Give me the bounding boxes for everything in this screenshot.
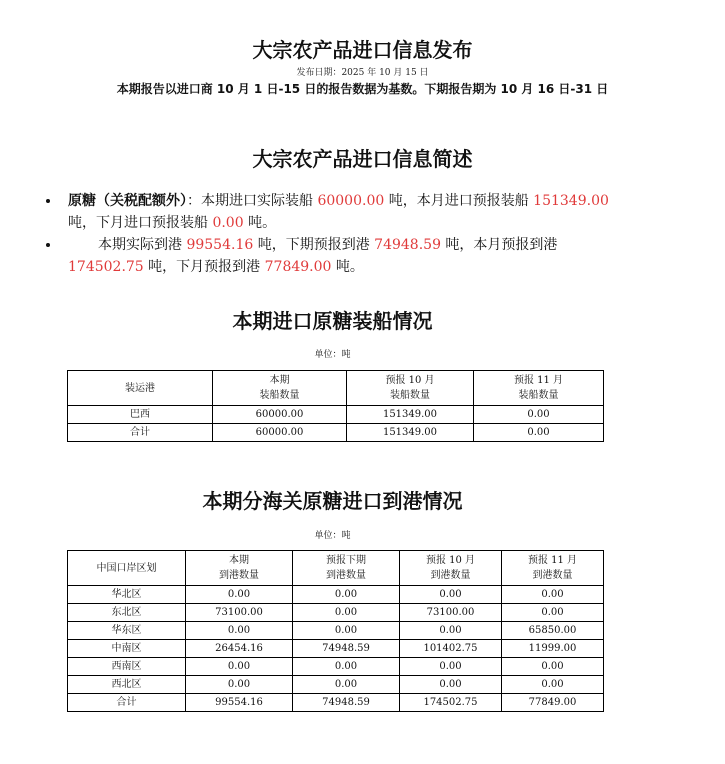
shipment-unit-label: 单位：吨 <box>314 350 351 360</box>
table-cell: 合计 <box>68 424 213 442</box>
table-total-row <box>68 424 604 442</box>
summary-value: 99554.16 <box>186 237 254 253</box>
table-row <box>68 406 604 424</box>
column-header: 本期 装船数量 <box>213 371 347 406</box>
summary-title: 大宗农产品进口信息简述 <box>252 147 473 171</box>
column-header: 预报下期 到港数量 <box>293 551 400 586</box>
publish-date: 发布日期：2025 年 10 月 15 日 <box>296 68 429 78</box>
table-row <box>68 622 604 640</box>
table-cell: 0.00 <box>502 586 604 604</box>
summary-value: 74948.59 <box>374 237 441 253</box>
table-row <box>68 586 604 604</box>
summary-text: 吨。 <box>331 259 364 275</box>
table-cell: 77849.00 <box>502 694 604 712</box>
column-header: 中国口岸区划 <box>68 551 186 586</box>
arrival-section-title: 本期分海关原糖进口到港情况 <box>202 489 463 513</box>
table-row <box>68 676 604 694</box>
column-header: 预报 11 月 装船数量 <box>474 371 604 406</box>
column-header: 预报 10 月 装船数量 <box>347 371 474 406</box>
shipment-section-title: 本期进口原糖装船情况 <box>232 309 433 333</box>
table-cell: 0.00 <box>400 658 502 676</box>
table-cell: 0.00 <box>293 658 400 676</box>
summary-value: 151349.00 <box>533 193 609 209</box>
table-cell: 巴西 <box>68 406 213 424</box>
table-cell: 174502.75 <box>400 694 502 712</box>
table-cell: 65850.00 <box>502 622 604 640</box>
table-cell: 0.00 <box>293 586 400 604</box>
table-cell: 11999.00 <box>502 640 604 658</box>
table-cell: 0.00 <box>293 604 400 622</box>
table-cell: 0.00 <box>502 676 604 694</box>
column-header: 预报 11 月 到港数量 <box>502 551 604 586</box>
table-cell: 151349.00 <box>347 424 474 442</box>
table-cell: 0.00 <box>186 676 293 694</box>
table-row <box>68 604 604 622</box>
report-period-notice: 本期报告以进口商 10 月 1 日-15 日的报告数据为基数。下期报告期为 10 月 16 日-31 日 <box>116 82 609 96</box>
table-cell: 合计 <box>68 694 186 712</box>
table-cell: 0.00 <box>186 622 293 640</box>
table-cell: 华东区 <box>68 622 186 640</box>
table-cell: 西南区 <box>68 658 186 676</box>
column-header: 本期 到港数量 <box>186 551 293 586</box>
table-cell: 东北区 <box>68 604 186 622</box>
table-cell: 0.00 <box>186 586 293 604</box>
page-title: 大宗农产品进口信息发布 <box>252 38 473 62</box>
table-cell: 60000.00 <box>213 424 347 442</box>
shipment-table <box>67 370 604 442</box>
table-cell: 0.00 <box>400 586 502 604</box>
table-cell: 0.00 <box>502 658 604 676</box>
table-cell: 74948.59 <box>293 694 400 712</box>
summary-text: ：本期进口实际装船 <box>187 193 318 209</box>
summary-value: 0.00 <box>212 215 244 231</box>
table-cell: 73100.00 <box>400 604 502 622</box>
summary-value: 60000.00 <box>317 193 385 209</box>
bullet-dot-icon <box>46 199 50 203</box>
arrival-unit-label: 单位：吨 <box>314 531 351 541</box>
summary-text: 本期实际到港 <box>98 237 187 253</box>
table-cell: 26454.16 <box>186 640 293 658</box>
table-cell: 0.00 <box>400 676 502 694</box>
table-cell: 60000.00 <box>213 406 347 424</box>
table-cell: 151349.00 <box>347 406 474 424</box>
table-cell: 0.00 <box>293 676 400 694</box>
table-cell: 101402.75 <box>400 640 502 658</box>
column-header: 预报 10 月 到港数量 <box>400 551 502 586</box>
summary-text: 吨，下月预报到港 <box>143 259 265 275</box>
summary-bullet-1 <box>46 190 626 234</box>
table-cell: 0.00 <box>502 604 604 622</box>
table-cell: 0.00 <box>474 406 604 424</box>
table-total-row <box>68 694 604 712</box>
table-row <box>68 658 604 676</box>
summary-list <box>46 190 626 278</box>
table-cell: 华北区 <box>68 586 186 604</box>
table-cell: 73100.00 <box>186 604 293 622</box>
table-cell: 0.00 <box>186 658 293 676</box>
summary-text: 吨。 <box>243 215 277 231</box>
table-cell: 0.00 <box>293 622 400 640</box>
bullet-dot-icon <box>46 243 50 247</box>
arrival-table <box>67 550 604 712</box>
summary-value: 77849.00 <box>264 259 332 275</box>
table-cell: 99554.16 <box>186 694 293 712</box>
table-header-row <box>68 371 604 406</box>
table-cell: 74948.59 <box>293 640 400 658</box>
table-cell: 西北区 <box>68 676 186 694</box>
summary-text: 吨，本月预报到港 <box>440 237 558 253</box>
summary-text: 吨，本月进口预报装船 <box>384 193 534 209</box>
summary-text: 吨，下月进口预报装船 <box>68 215 213 231</box>
column-header: 装运港 <box>68 371 213 406</box>
commodity-label: 原糖（关税配额外） <box>68 193 187 209</box>
table-row <box>68 640 604 658</box>
table-cell: 0.00 <box>474 424 604 442</box>
summary-bullet-2 <box>46 234 626 278</box>
table-header-row <box>68 551 604 586</box>
summary-text: 吨，下期预报到港 <box>253 237 375 253</box>
table-cell: 中南区 <box>68 640 186 658</box>
table-cell: 0.00 <box>400 622 502 640</box>
summary-value: 174502.75 <box>68 259 144 275</box>
